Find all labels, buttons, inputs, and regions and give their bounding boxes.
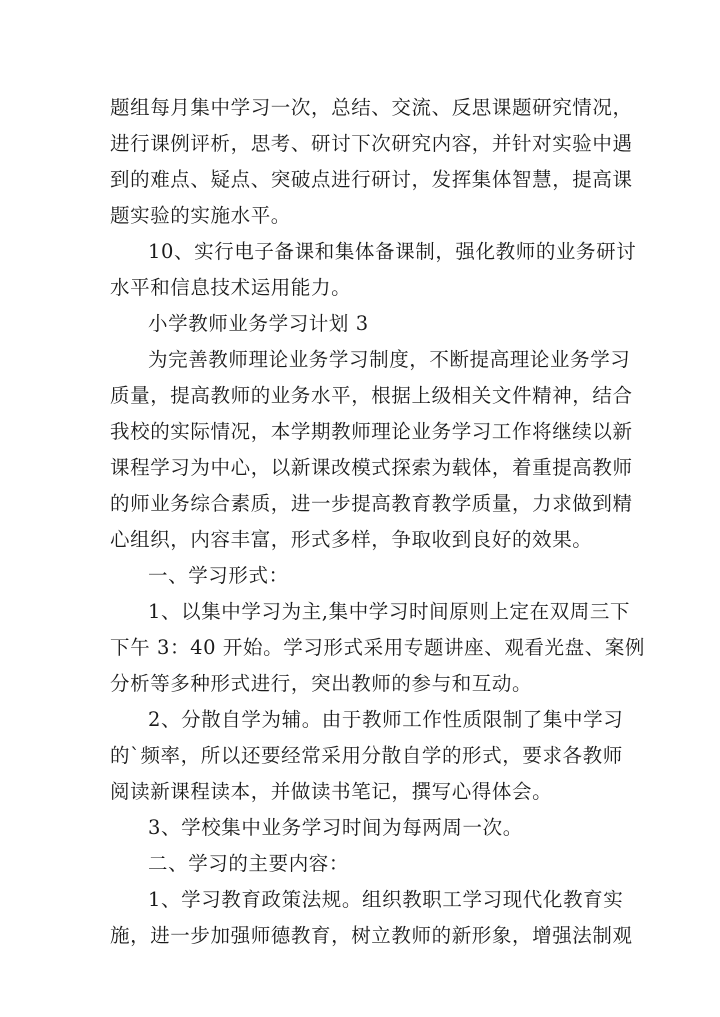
text-line: 课程学习为中心，以新课改模式探索为载体，着重提高教师 — [110, 456, 633, 479]
text-line: 题组每月集中学习一次，总结、交流、反思课题研究情况， — [110, 96, 633, 119]
text-line: 施，进一步加强师德教育，树立教师的新形象，增强法制观 — [110, 924, 633, 947]
section-title: 小学教师业务学习计划 3 — [148, 312, 369, 335]
text-line: 进行课例评析，思考、研讨下次研究内容，并针对实验中遇 — [110, 132, 633, 155]
text-line: 到的难点、疑点、突破点进行研讨，发挥集体智慧，提高课 — [110, 168, 633, 191]
text-line: 质量，提高教师的业务水平，根据上级相关文件精神，结合 — [110, 384, 633, 407]
text-line: 10、实行电子备课和集体备课制，强化教师的业务研讨 — [148, 240, 637, 263]
text-line: 心组织，内容丰富，形式多样，争取收到良好的效果。 — [110, 528, 593, 551]
text-line: 下午 3：40 开始。学习形式采用专题讲座、观看光盘、案例 — [110, 636, 646, 659]
text-line: 水平和信息技术运用能力。 — [110, 276, 352, 299]
text-line: 的师业务综合素质，进一步提高教育教学质量，力求做到精 — [110, 492, 633, 515]
text-line: 1、学习教育政策法规。组织教职工学习现代化教育实 — [148, 888, 624, 911]
text-line: 分析等多种形式进行，突出教师的参与和互动。 — [110, 672, 533, 695]
text-line: 3、学校集中业务学习时间为每两周一次。 — [148, 816, 523, 839]
text-line: 的`频率，所以还要经常采用分散自学的形式，要求各教师 — [110, 744, 623, 767]
text-line: 1、以集中学习为主,集中学习时间原则上定在双周三下 — [148, 600, 631, 623]
text-line: 题实验的实施水平。 — [110, 204, 291, 227]
section-heading: 二、学习的主要内容： — [148, 852, 350, 875]
text-line: 2、分散自学为辅。由于教师工作性质限制了集中学习 — [148, 708, 624, 731]
text-line: 阅读新课程读本，并做读书笔记，撰写心得体会。 — [110, 780, 553, 803]
section-heading: 一、学习形式： — [148, 564, 289, 587]
text-line: 为完善教师理论业务学习制度，不断提高理论业务学习 — [148, 348, 631, 371]
text-line: 我校的实际情况，本学期教师理论业务学习工作将继续以新 — [110, 420, 633, 443]
